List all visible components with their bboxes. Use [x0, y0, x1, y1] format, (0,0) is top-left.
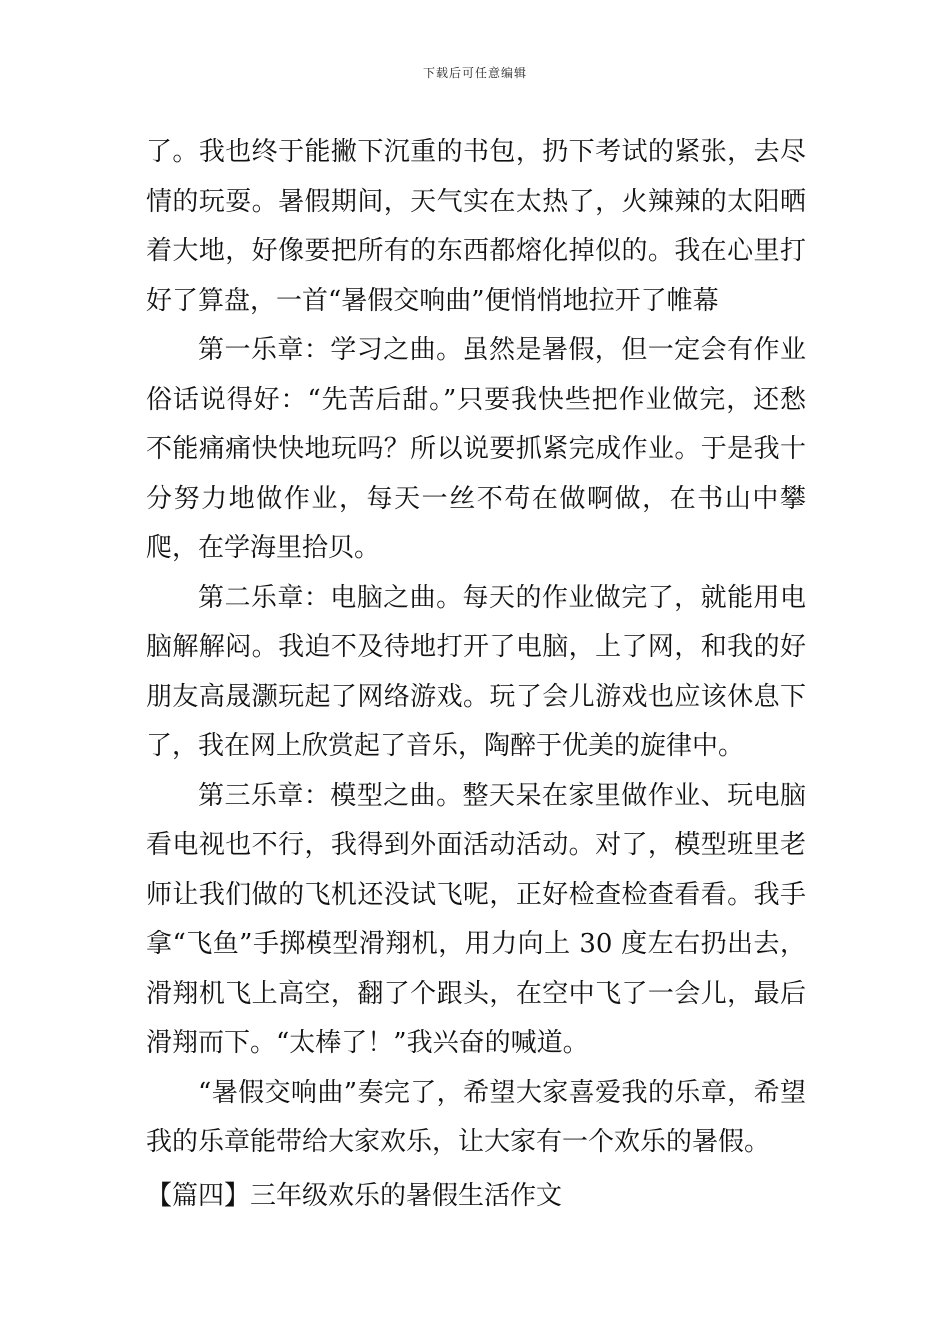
paragraph-conclusion: “暑假交响曲”奏完了，希望大家喜爱我的乐章，希望我的乐章能带给大家欢乐，让大家有一个欢乐的暑假。 — [146, 1077, 806, 1157]
paragraph-movement-two: 第二乐章：电脑之曲。每天的作业做完了，就能用电脑解解闷。我迫不及待地打开了电脑，上了网，和我的好朋友高晟灏玩起了网络游戏。玩了会儿游戏也应该休息下了，我在网上欣赏起了音乐，陶醉于优美的旋律中。 — [146, 582, 806, 761]
paragraph-movement-one: 第一乐章：学习之曲。虽然是暑假，但一定会有作业俗话说得好：“先苦后甜。”只要我快些把作业做完，还愁不能痛痛快快地玩吗？所以说要抓紧完成作业。于是我十分努力地做作业，每天一丝不苟在做啊做，在书山中攀爬，在学海里拾贝。 — [146, 335, 806, 563]
paragraph-movement-three: 第三乐章：模型之曲。整天呆在家里做作业、玩电脑看电视也不行，我得到外面活动活动。对了，模型班里老师让我们做的飞机还没试飞呢，正好检查检查看看。我手拿“飞鱼”手掷模型滑翔机，用力向上 30 度左右扔出去，滑翔机飞上高空，翻了个跟头，在空中飞了一会儿，最后滑翔而下。“太棒了！”我兴奋的喊道。 — [146, 780, 806, 1058]
page-header: 下载后可任意编辑 — [422, 66, 527, 80]
paragraph-intro-continuation: 了。我也终于能撇下沉重的书包，扔下考试的紧张，去尽情的玩耍。暑假期间，天气实在太热了，火辣辣的太阳晒着大地，好像要把所有的东西都熔化掉似的。我在心里打好了算盘，一首“暑假交响曲”便悄悄地拉开了帷幕 — [146, 137, 806, 316]
section-title: 【篇四】三年级欢乐的暑假生活作文 — [146, 1181, 563, 1211]
article-body — [146, 128, 806, 1168]
